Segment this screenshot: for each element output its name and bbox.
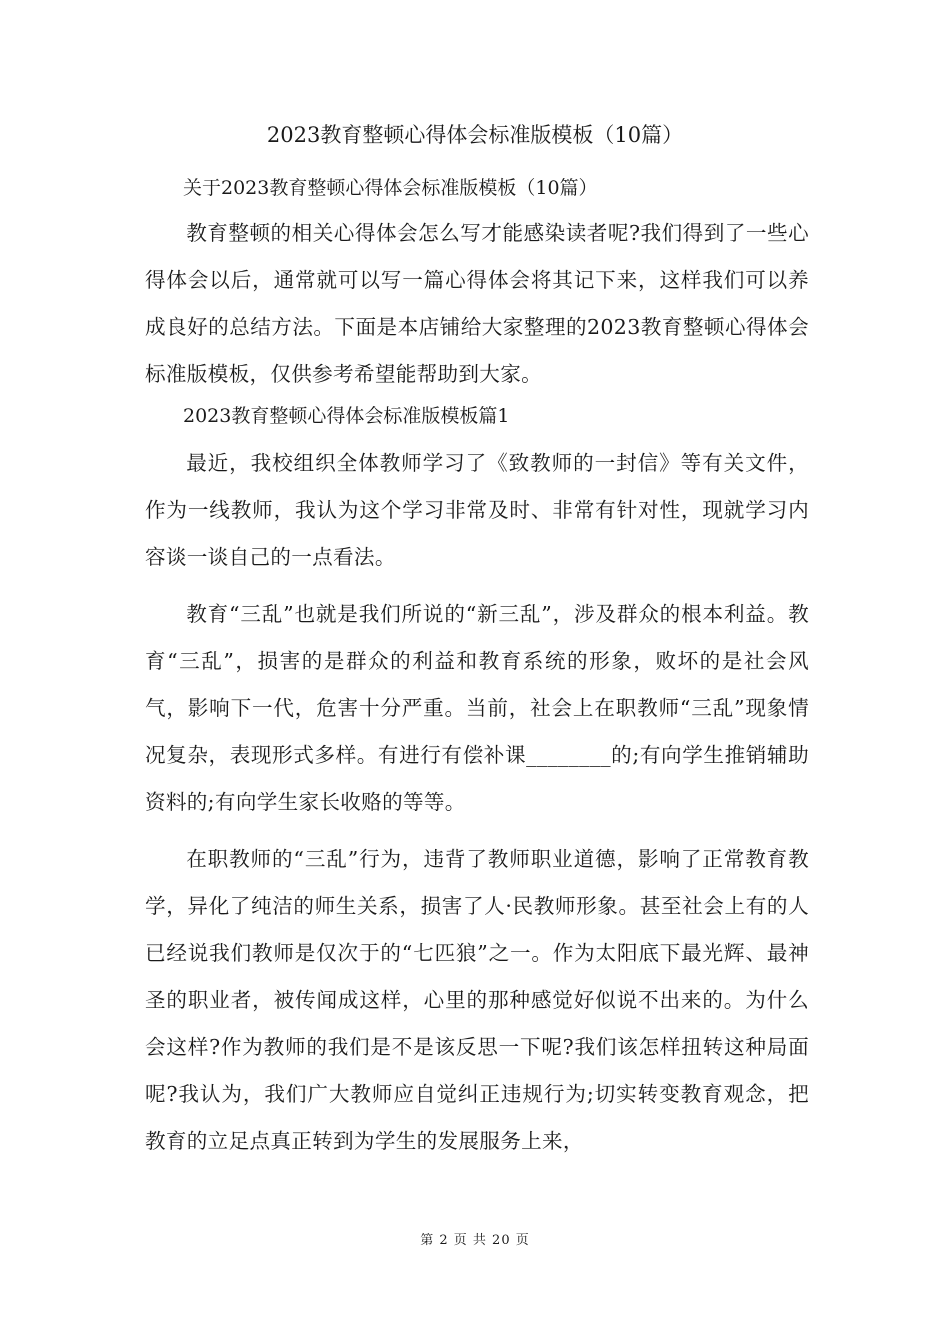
section-heading: 2023教育整顿心得体会标准版模板篇1 xyxy=(183,405,510,427)
paragraph-2: 教育“三乱”也就是我们所说的“新三乱”，涉及群众的根本利益。教育“三乱”，损害的是群众的利益和教育系统的形象，败坏的是社会风气，影响下一代，危害十分严重。当前，社会上在职教师“三乱”现象情况复杂，表现形式多样。有进行有偿补课________的;有向学生推销辅助资料的;有向学生家长收赂的等等。 xyxy=(145,602,809,814)
document-body xyxy=(145,170,809,1165)
page-footer: 第 2 页 共 20 页 xyxy=(420,1233,530,1248)
document-title: 2023教育整顿心得体会标准版模板（10篇） xyxy=(266,123,684,147)
paragraph-1: 最近，我校组织全体教师学习了《致教师的一封信》等有关文件，作为一线教师，我认为这个学习非常及时、非常有针对性，现就学习内容谈一谈自己的一点看法。 xyxy=(145,451,809,569)
paragraph-gap xyxy=(145,581,809,591)
paragraph-gap xyxy=(145,826,809,836)
paragraph-subtitle: 关于2023教育整顿心得体会标准版模板（10篇） xyxy=(183,177,598,199)
paragraph-3: 在职教师的“三乱”行为，违背了教师职业道德，影响了正常教育教学，异化了纯洁的师生关系，损害了人·民教师形象。甚至社会上有的人已经说我们教师是仅次于的“七匹狼”之一。作为太阳底下最光辉、最神圣的职业者，被传闻成这样，心里的那种感觉好似说不出来的。为什么会这样?作为教师的我们是不是该反思一下呢?我们该怎样扭转这种局面呢?我认为，我们广大教师应自觉纠正违规行为;切实转变教育观念，把教育的立足点真正转到为学生的发展服务上来， xyxy=(145,847,809,1153)
paragraph-intro: 教育整顿的相关心得体会怎么写才能感染读者呢?我们得到了一些心得体会以后，通常就可以写一篇心得体会将其记下来，这样我们可以养成良好的总结方法。下面是本店铺给大家整理的2023教育整顿心得体会标准版模板，仅供参考希望能帮助到大家。 xyxy=(145,221,809,386)
